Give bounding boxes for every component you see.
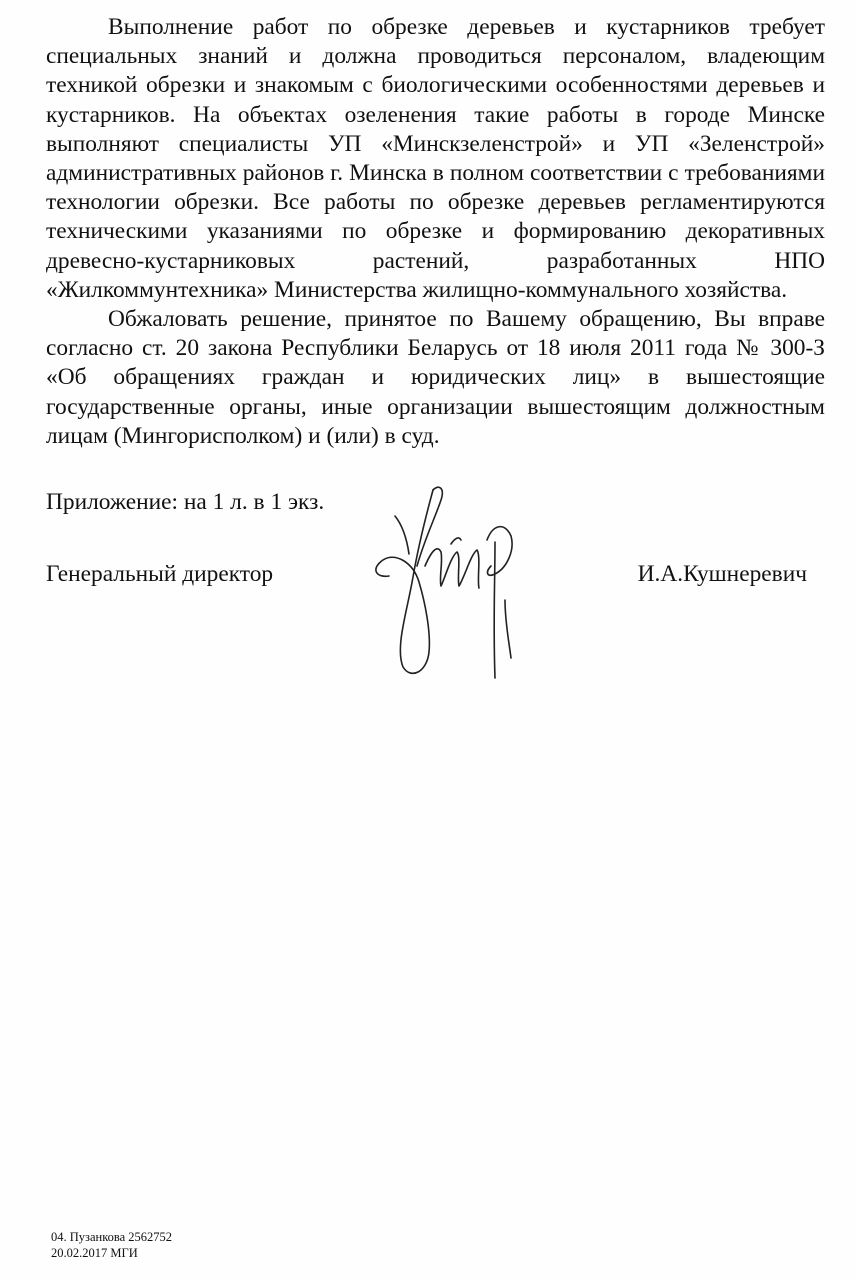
attachment-note: Приложение: на 1 л. в 1 экз.	[46, 489, 325, 515]
footer-date-line: 20.02.2017 МГИ	[51, 1246, 138, 1260]
paragraph-appeal-rights: Обжаловать решение, принятое по Вашему обращению, Вы вправе согласно ст. 20 закона Республики Беларусь от 18 июля 2011 года № 300-З «Об обращениях граждан и юридических лиц» в вышестоящие государственные органы, иные организации вышестоящим должностным лицам (Мингорисполком) и (или) в суд.	[46, 306, 825, 449]
paragraph-pruning-requirements: Выполнение работ по обрезке деревьев и кустарников требует специальных знаний и должна проводиться персоналом, владеющим техникой обрезки и знакомым с биологическими особенностями деревьев и кустарников. На объектах озеленения такие работы в городе Минске выполняют специалисты УП «Минскзеленстрой» и УП «Зеленстрой» административных районов г. Минска в полном соответствии с требованиями технологии обрезки. Все работы по обрезке деревьев регламентируются техническими указаниями по обрезке и формированию декоративных древесно-кустарниковых растений, разработанных НПО «Жилкоммунтехника» Министерства жилищно-коммунального хозяйства.	[46, 14, 825, 303]
signatory-position: Генеральный директор	[46, 561, 274, 587]
footer-executor-line: 04. Пузанкова 2562752	[51, 1230, 173, 1244]
letter-body	[46, 13, 825, 451]
footer-executor-info	[51, 1229, 172, 1261]
handwritten-signature	[355, 482, 545, 688]
signatory-name: И.А.Кушнеревич	[637, 561, 807, 587]
